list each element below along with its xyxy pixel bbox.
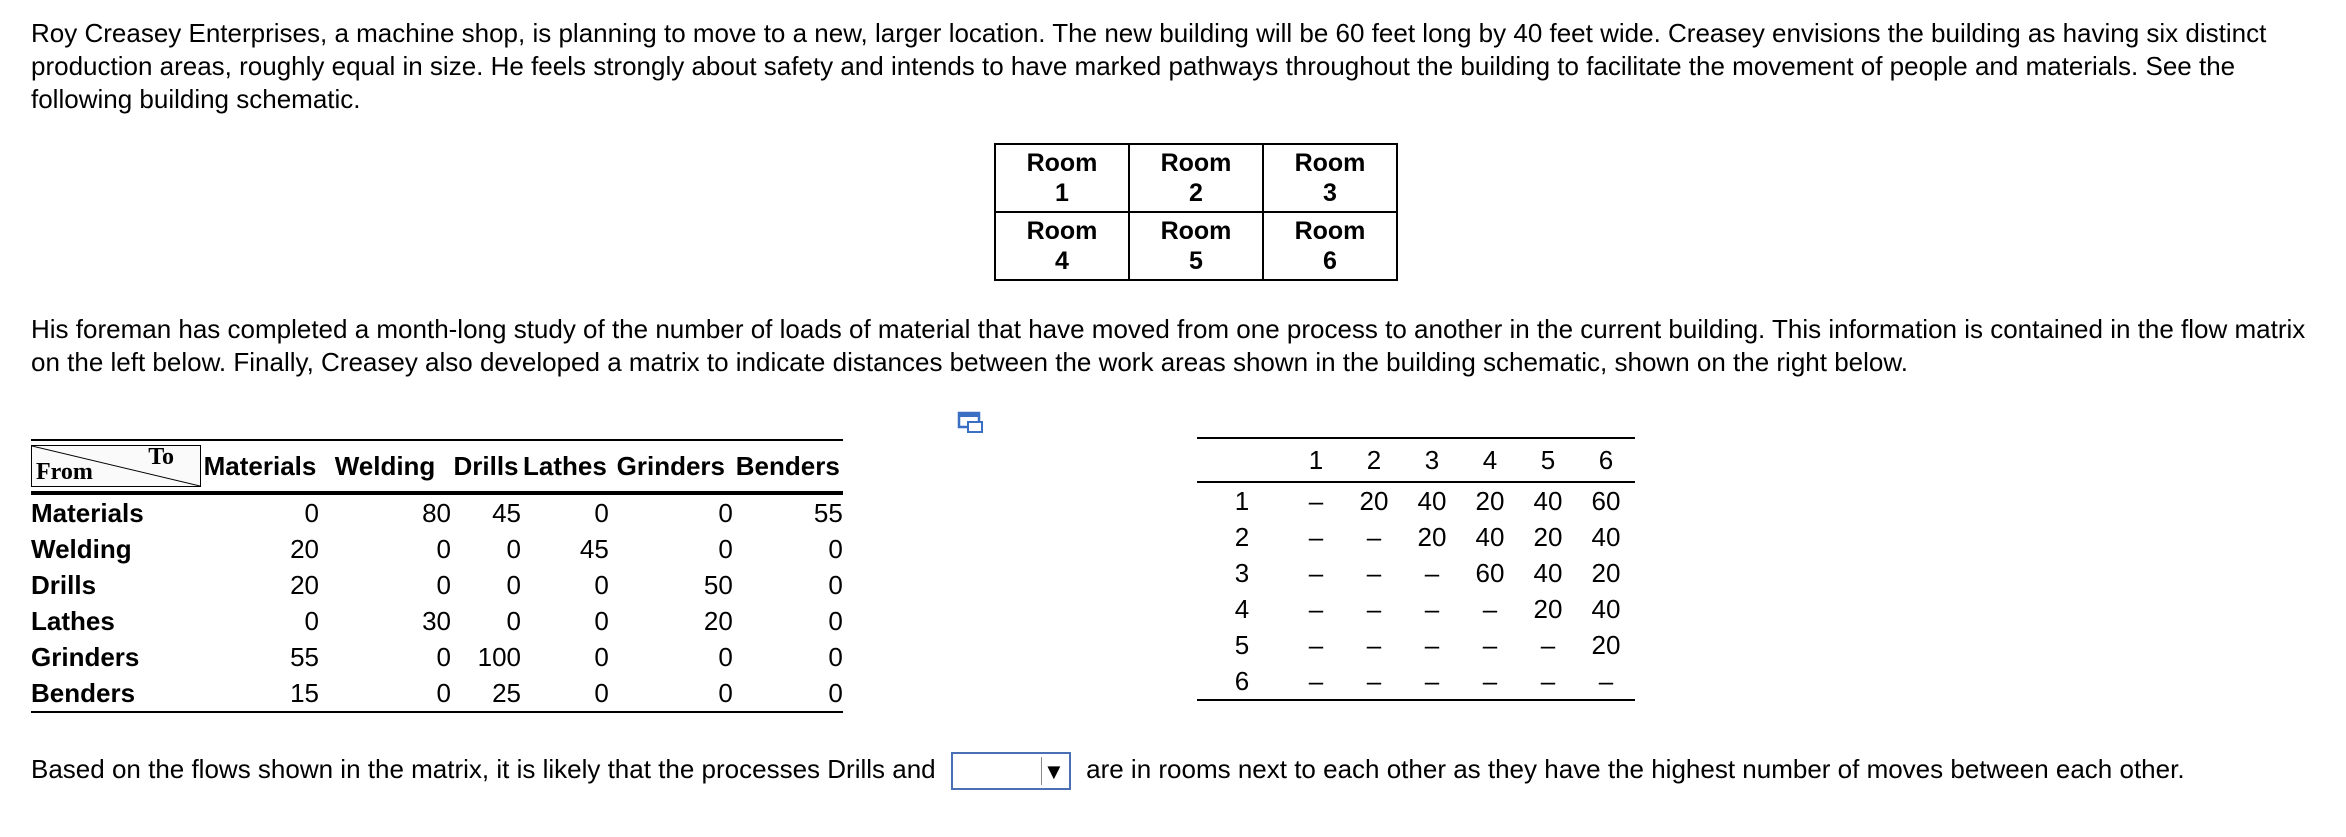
distance-cell: – [1540, 629, 1556, 660]
room-label: Room [1294, 149, 1366, 177]
table-row [31, 493, 843, 531]
distance-column-header: 1 [1287, 438, 1345, 482]
distance-cell: 40 [1417, 485, 1447, 516]
room-cell [995, 144, 1129, 212]
flow-cell: 0 [609, 675, 733, 712]
flow-cell: 0 [506, 533, 521, 564]
distance-row-label: 5 [1234, 629, 1250, 660]
distance-cell: 60 [1475, 557, 1505, 588]
study-paragraph: His foreman has completed a month-long study of the number of loads of material that have moved from one process to another in the current building. This information is contained in the flow matrix on the left below. Finally, Creasey also developed a matrix to indicate distances between the work areas shown in the building schematic, shown on the right below. [31, 314, 2306, 377]
flow-cell: 0 [521, 675, 609, 712]
flow-cell: 80 [422, 497, 451, 528]
distance-cell: – [1424, 557, 1440, 588]
room-cell [1263, 212, 1397, 280]
dropdown-arrow-icon[interactable]: ▼ [1041, 757, 1066, 785]
distance-cell: 40 [1591, 593, 1621, 624]
distance-cell: 20 [1359, 485, 1389, 516]
flow-cell: 0 [436, 569, 451, 600]
distance-column-header: 5 [1519, 438, 1577, 482]
flow-cell: 20 [703, 605, 733, 636]
room-number: 3 [1323, 179, 1337, 207]
room-cell [1263, 144, 1397, 212]
flow-row-label: Welding [31, 533, 132, 564]
flow-cell: 0 [594, 569, 609, 600]
flow-cell: 45 [492, 497, 521, 528]
distance-cell: – [1482, 593, 1498, 624]
distance-cell: – [1366, 593, 1382, 624]
distance-cell: – [1366, 629, 1382, 660]
distance-row-label: 6 [1197, 663, 1287, 700]
intro-paragraph: Roy Creasey Enterprises, a machine shop, is planning to move to a new, larger location. The new building will be 60 feet long by 40 feet wide. Creasey envisions the building as having six distinct production areas, roughly equal in size. He feels strongly about safety and intends to have marked pathways throughout the building to facilitate the movement of people and materials. See the following building schematic. [31, 18, 2267, 114]
distance-column-header: 2 [1345, 438, 1403, 482]
table-row [1197, 663, 1635, 700]
room-number: 2 [1189, 179, 1203, 207]
flow-column-header: Lathes [521, 440, 609, 493]
flow-cell: 25 [451, 675, 521, 712]
distance-cell: 20 [1533, 593, 1563, 624]
flow-cell: 0 [304, 605, 319, 636]
popup-window-icon[interactable] [957, 411, 985, 435]
flow-column-header: Benders [733, 440, 843, 493]
distance-cell: 20 [1417, 521, 1447, 552]
room-label: Room [1160, 217, 1232, 245]
flow-row-label: Benders [31, 675, 201, 712]
distance-cell: 20 [1533, 521, 1563, 552]
table-row [31, 675, 843, 712]
distance-cell: – [1424, 593, 1440, 624]
room-cell [1129, 212, 1263, 280]
flow-cell: 55 [813, 497, 843, 528]
corner-from-label: From [36, 459, 93, 485]
room-number: 6 [1323, 247, 1337, 275]
corner-to-label: To [148, 445, 174, 470]
question-after-text: are in rooms next to each other as they have the highest number of moves between each other. [1086, 753, 2185, 784]
distance-row-label: 3 [1234, 557, 1250, 588]
distance-cell: – [1308, 521, 1324, 552]
room-label: Room [1026, 217, 1098, 245]
distance-column-header: 4 [1461, 438, 1519, 482]
flow-row-label: Lathes [31, 605, 115, 636]
flow-cell: 0 [828, 641, 843, 672]
flow-cell: 20 [290, 533, 319, 564]
distance-matrix [1197, 437, 1635, 701]
flow-cell: 0 [506, 569, 521, 600]
flow-cell: 55 [290, 641, 319, 672]
flow-cell: 0 [506, 605, 521, 636]
distance-cell: – [1366, 557, 1382, 588]
room-cell [995, 212, 1129, 280]
table-row [1197, 627, 1635, 663]
room-label: Room [1026, 149, 1098, 177]
distance-row-label: 1 [1234, 485, 1250, 516]
distance-cell: 60 [1591, 485, 1621, 516]
distance-cell: 40 [1591, 521, 1621, 552]
flow-column-header: Grinders [609, 440, 733, 493]
room-number: 1 [1055, 179, 1069, 207]
distance-column-header: 3 [1403, 438, 1461, 482]
table-row [1197, 482, 1635, 519]
flow-cell: 0 [304, 497, 319, 528]
room-label: Room [1160, 149, 1232, 177]
distance-cell: 40 [1533, 557, 1563, 588]
question-before-text: Based on the flows shown in the matrix, it is likely that the processes Drills and [31, 753, 936, 784]
distance-cell: 20 [1591, 557, 1621, 588]
distance-cell: – [1308, 593, 1324, 624]
distance-corner [1197, 438, 1287, 482]
table-row [31, 531, 843, 567]
distance-cell: – [1461, 663, 1519, 700]
flow-cell: 0 [319, 675, 451, 712]
table-row [1197, 555, 1635, 591]
flow-cell: 0 [436, 641, 451, 672]
distance-cell: – [1308, 485, 1324, 516]
distance-cell: – [1366, 521, 1382, 552]
distance-row-label: 2 [1234, 521, 1250, 552]
table-row [31, 567, 843, 603]
flow-cell: 0 [718, 641, 733, 672]
flow-row-label: Drills [31, 569, 97, 600]
distance-cell: – [1519, 663, 1577, 700]
flow-cell: 0 [828, 569, 843, 600]
flow-cell: 0 [828, 605, 843, 636]
distance-cell: 40 [1475, 521, 1505, 552]
distance-cell: – [1308, 629, 1324, 660]
table-row [31, 639, 843, 675]
distance-cell: 40 [1533, 485, 1563, 516]
flow-cell: 0 [828, 533, 843, 564]
distance-cell: 20 [1475, 485, 1505, 516]
flow-column-header: Welding [319, 440, 451, 493]
building-schematic [994, 143, 1398, 281]
table-row [31, 603, 843, 639]
distance-cell: – [1287, 663, 1345, 700]
flow-cell: 0 [594, 497, 609, 528]
flow-column-header: Materials [201, 440, 319, 493]
flow-cell: 0 [733, 675, 843, 712]
distance-cell: – [1424, 629, 1440, 660]
flow-cell: 0 [436, 533, 451, 564]
flow-cell: 0 [594, 641, 609, 672]
distance-cell: – [1403, 663, 1461, 700]
flow-row-label: Materials [31, 497, 144, 528]
flow-matrix [31, 439, 843, 713]
distance-cell: – [1482, 629, 1498, 660]
flow-cell: 0 [594, 605, 609, 636]
room-number: 5 [1189, 247, 1203, 275]
flow-cell: 0 [718, 533, 733, 564]
distance-cell: – [1345, 663, 1403, 700]
flow-cell: 15 [201, 675, 319, 712]
room-number: 4 [1055, 247, 1069, 275]
from-to-corner [31, 440, 201, 493]
room-cell [1129, 144, 1263, 212]
question-line [31, 752, 2185, 790]
process-dropdown[interactable] [951, 752, 1071, 790]
distance-row-label: 4 [1234, 593, 1250, 624]
distance-cell: 20 [1591, 629, 1621, 660]
table-row [1197, 591, 1635, 627]
distance-column-header: 6 [1577, 438, 1635, 482]
flow-row-label: Grinders [31, 641, 140, 672]
distance-cell: – [1577, 663, 1635, 700]
flow-cell: 20 [290, 569, 319, 600]
table-row [1197, 519, 1635, 555]
distance-cell: – [1308, 557, 1324, 588]
flow-cell: 0 [718, 497, 733, 528]
flow-cell: 30 [422, 605, 451, 636]
flow-cell: 45 [579, 533, 609, 564]
flow-cell: 100 [477, 641, 521, 672]
room-label: Room [1294, 217, 1366, 245]
flow-cell: 50 [703, 569, 733, 600]
flow-column-header: Drills [451, 440, 521, 493]
